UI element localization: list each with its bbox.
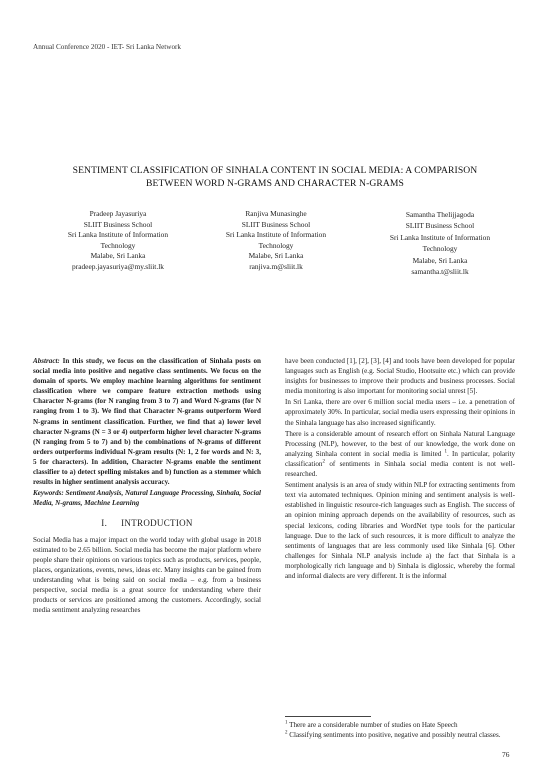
paragraph-3-part-b: . In particular, polarity classification [285,449,516,468]
keywords-text: Sentiment Analysis, Natural Language Processing, Sinhala, Social Media, N-grams, Machine Learning [33,489,261,508]
author-city: Malabe, Sri Lanka [412,255,468,265]
paper-title-line-2: BETWEEN WORD N-GRAMS AND CHARACTER N-GRAMS [146,178,404,189]
author-school: SLIIT Business School [83,219,153,229]
section-number: I. [101,518,108,529]
paragraph-4: Sentiment analysis is an area of study within NLP for extracting sentiments from text via automated techniques. Opinion mining and sentiment analysis is well-established in linguistic resource-rich languages such as English. The success of an opinion mining approach depends on the availability of resources, such as special lexicons, coding libraries and WordNet type tools for the particular language. Due to the lack of such resources, it is more difficult to analyze the sentiments of languages that are less commonly used like Sinhala [6]. Other challenges for Sinhala NLP analysis include a) the fact that Sinhala is a morphologically rich language and b) Sinhala is diglossic, whereby the formal and informal dialects are very different. It is the informal [285,481,515,580]
keywords [33,488,261,508]
section-heading [33,518,261,528]
paper-title-line-1: SENTIMENT CLASSIFICATION OF SINHALA CONTENT IN SOCIAL MEDIA: A COMPARISON [72,165,478,176]
author-city: Malabe, Sri Lanka [248,251,304,261]
author-institute-cont: Technology [258,240,294,250]
author-name: Ranjiva Munasinghe [245,209,307,218]
abstract [33,356,261,487]
footnote-mark: 2 [285,730,288,736]
footnote-2 [285,730,515,740]
paragraph-3-part-c: of sentiments in Sinhala social media content is not well-researched. [285,459,515,479]
intro-paragraph: Social Media has a major impact on the world today with global usage in 2018 estimated to be 2.65 billion. Social media has become the major platform where people share their opinions on various topics such as products, services, people, places, organizations, events, news, ideas etc. Many insights can be gained from understanding what is being said on social media – e.g. from a business perspective, social media is a great source for understanding where their products or services are positioned among the customers. Accordingly, social media sentiment analyzing researches [33,535,261,615]
author-institute-cont: Technology [100,240,136,250]
right-column [285,356,515,582]
page-number: 76 [502,750,510,759]
paper-title [40,164,510,190]
footnote-text: Classifying sentiments into positive, negative and possibly neutral classes. [289,731,501,739]
footnote-ref-1[interactable]: 1 [444,449,448,455]
author-email: ranjiva.m@sliit.lk [249,261,303,271]
footnote-divider [285,716,371,717]
author-city: Malabe, Sri Lanka [90,251,146,261]
author-email: samantha.t@sliit.lk [411,267,469,277]
author-name: Pradeep Jayasuriya [89,209,147,218]
author-institute: Sri Lanka Institute of Information [225,230,327,240]
author-institute: Sri Lanka Institute of Information [67,230,169,240]
author-block-1 [43,209,193,273]
author-block-3 [365,209,515,277]
author-institute-cont: Technology [422,244,458,254]
keywords-label: Keywords: [33,489,64,498]
left-column [33,356,261,616]
paragraph-1: have been conducted [1], [2], [3], [4] and tools have been developed for popular languages such as English (e.g. Social Studio, Hootsuite etc.) which can provide insights for businesses to improve their products and business processes. Social media monitoring is also important for monitoring social unrest [5]. [285,357,515,396]
footnotes [285,720,515,740]
section-title: INTRODUCTION [121,518,193,529]
author-name: Samantha Thelijjagoda [405,210,475,219]
footnote-text: There are a considerable number of studies on Hate Speech [289,721,458,729]
abstract-label: Abstract: [33,357,60,365]
footnote-mark: 1 [285,720,288,726]
conference-header: Annual Conference 2020 - IET- Sri Lanka Network [33,43,182,51]
author-block-2 [201,209,351,273]
paragraph-2: In Sri Lanka, there are over 6 million social media users – i.e. a penetration of approximately 30%. In particular, social media users expressing their opinions in the Sinhala language has also increased significantly. [285,398,515,427]
author-institute: Sri Lanka Institute of Information [389,232,491,242]
abstract-text: In this study, we focus on the classification of Sinhala posts on social media into positive and negative class sentiments. We focus on the domain of sports. We employ machine learning algorithms for sentiment classification where we compare feature extraction methods using Character N-grams (for N ranging from 3 to 7) and Word N-grams (for N ranging from 1 to 3). We find that Character N-grams outperform Word N-grams in sentiment classification. Further, we find that a) lower level character N-grams (N = 3 or 4) outperform higher level character N-grams (N ranging from 5 to 7) and b) the combinations of N-grams of different orders outperforms individual N-gram results (N: 1, 2 for words and N: 3, 5 for characters). In addition, Character N-grams enable the sentiment classifier to a) detect spelling mistakes and b) function as a stemmer which results in higher sentiment analysis accuracy. [33,357,261,487]
author-school: SLIIT Business School [241,219,311,229]
footnote-1 [285,720,515,730]
footnote-ref-2[interactable]: 2 [322,459,325,465]
author-school: SLIIT Business School [405,221,475,231]
author-email: pradeep.jayasuriya@my.sliit.lk [72,261,164,271]
paragraph-3 [285,429,515,479]
paragraph-3-part-a: There is a considerable amount of research effort on Sinhala Natural Language Processing (NLP), however, to the best of our knowledge, the work done on analyzing Sinhala content in social media is limited [285,429,515,458]
